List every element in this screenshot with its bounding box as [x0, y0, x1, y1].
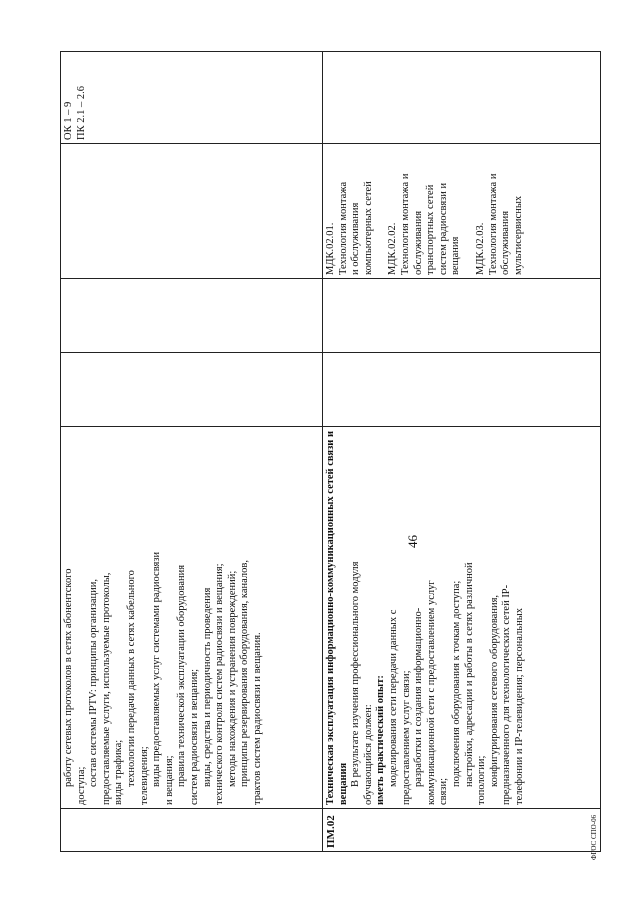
list-item: конфигурирования сетевого оборудования,	[488, 594, 500, 787]
mdk-title-line: транспортных сетей	[425, 184, 437, 275]
text-line: и вещания;	[163, 755, 175, 805]
text-line: виды предоставляемых услуг системами радиосвязи	[151, 551, 163, 787]
code-cell	[61, 809, 323, 852]
text-line: трактов систем радиосвязи и вещания.	[251, 632, 263, 805]
module-title: Техническая эксплуатация информационно-коммуникационных сетей связи и вещания	[325, 430, 349, 805]
list-item: топологии;	[476, 755, 488, 805]
competency-codes-cell: ОК 1 – 9 ПК 2.1 – 2.6	[61, 52, 323, 144]
module-code-cell	[323, 809, 601, 852]
list-item: телефонии и IP-телевидения; персональных	[513, 608, 525, 805]
empty-cell	[61, 353, 323, 427]
text-line: технологии передачи данных в сетях кабельного	[125, 570, 137, 787]
mdk-code: МДК.02.03.	[474, 222, 486, 275]
table-row	[323, 52, 601, 852]
mdk-title-line: обслуживания	[412, 210, 424, 275]
practice-list	[388, 430, 527, 805]
competency-table	[60, 51, 601, 852]
table-row	[61, 52, 323, 852]
list-item: разработки и создания информационно-	[413, 607, 425, 787]
mdk-code: МДК.02.01.	[325, 222, 336, 275]
mdk-title-line: обслуживания	[500, 210, 512, 275]
text-line: работу сетевых протоколов в сетях абонентского	[63, 568, 74, 787]
mdk-title-line: мультисервисных	[512, 195, 524, 275]
empty-cell	[323, 52, 601, 144]
rotated-page	[60, 52, 600, 852]
text-line: телевидения;	[138, 746, 150, 805]
list-item: предоставлением услуг связи;	[400, 670, 412, 805]
text-line: состав системы IPTV: принципы организации,	[88, 578, 100, 787]
text-line: доступа;	[75, 766, 87, 805]
mdk-title-line: Технология монтажа	[337, 181, 349, 275]
text-line: виды трафика;	[113, 739, 125, 805]
mdk-cell	[323, 144, 601, 279]
list-item: коммуникационной сети с предоставлением услуг	[425, 580, 437, 805]
intro-line: В результате изучения профессионального модуля	[350, 561, 362, 787]
mdk-title-line: Технология монтажа и	[487, 173, 499, 275]
spacer	[463, 147, 475, 275]
mdk-code: МДК.02.02.	[387, 222, 399, 275]
list-item: подключения оборудования к точкам доступа;	[450, 580, 462, 787]
empty-cell	[61, 144, 323, 279]
spacer	[375, 147, 387, 275]
page-number: 46	[405, 535, 420, 548]
list-item: связи;	[438, 778, 450, 805]
mdk-title-line: систем радиосвязи и	[437, 182, 449, 275]
text-line: правила технической эксплуатации оборудования	[176, 564, 188, 787]
empty-cell	[323, 279, 601, 353]
text-line: технического контроля систем радиосвязи и вещания;	[214, 563, 226, 805]
footer-text: ФГОС СПО-06	[590, 814, 598, 860]
empty-cell	[323, 353, 601, 427]
intro-line: обучающийся должен:	[362, 704, 374, 805]
mdk-title-line: и обслуживания	[350, 202, 362, 275]
text-line: предоставляемые услуги, используемые протоколы,	[100, 572, 112, 805]
text-line: принципы резервирования оборудования, каналов,	[239, 560, 251, 787]
list-item: моделирования сети передачи данных с	[387, 609, 399, 787]
practice-label: иметь практический опыт:	[375, 675, 387, 805]
knowledge-cell	[61, 427, 323, 809]
module-description-cell	[323, 427, 601, 809]
mdk-title-line: компьютерных сетей	[362, 181, 374, 275]
text-line: систем радиосвязи и вещания;	[188, 668, 200, 805]
list-item: настройки, адресации и работы в сетях различной	[463, 562, 475, 787]
list-item: предназначенного для технологических сетей IP-	[501, 584, 513, 805]
module-code: ПМ.02	[325, 815, 337, 848]
text-line: методы нахождения и устранения повреждений;	[226, 570, 238, 787]
mdk-title-line: Технология монтажа и	[399, 173, 411, 275]
mdk-title-line: вещания	[450, 236, 462, 275]
empty-cell	[61, 279, 323, 353]
text-line: виды, средства и периодичность проведения	[201, 587, 213, 787]
